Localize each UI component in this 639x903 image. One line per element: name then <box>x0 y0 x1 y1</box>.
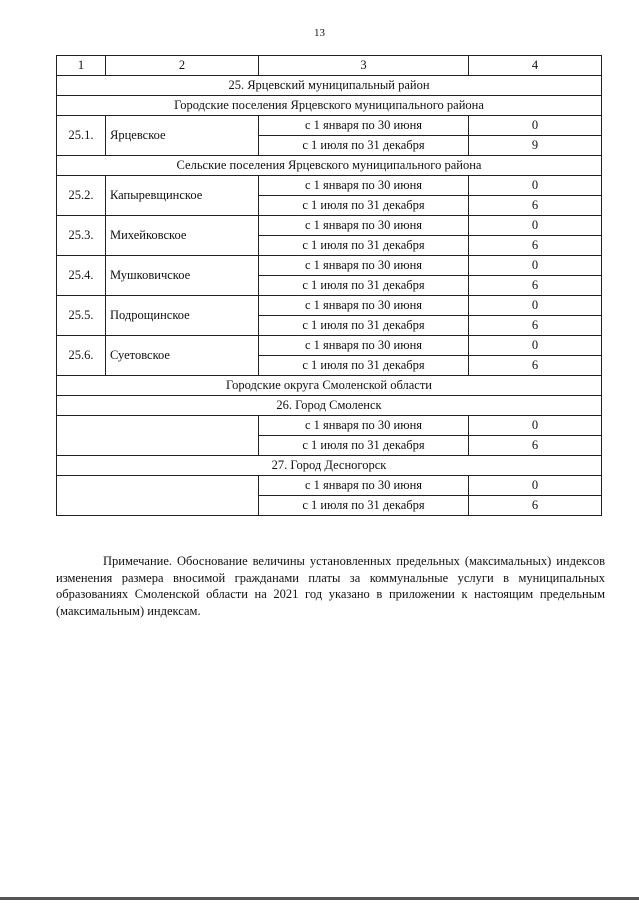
settlement-number: 25.2. <box>57 176 106 216</box>
table-row <box>57 336 602 356</box>
period-cell: с 1 июля по 31 декабря <box>259 236 469 256</box>
period-cell: с 1 января по 30 июня <box>259 216 469 236</box>
header-col-3: 3 <box>259 56 469 76</box>
index-value: 0 <box>469 216 602 236</box>
page-bottom-edge <box>0 897 639 900</box>
table-row <box>57 416 602 436</box>
section-row <box>57 456 602 476</box>
index-value: 0 <box>469 336 602 356</box>
period-cell: с 1 июля по 31 декабря <box>259 436 469 456</box>
period-cell: с 1 января по 30 июня <box>259 256 469 276</box>
settlement-name: Капыревщинское <box>106 176 259 216</box>
page-number: 13 <box>314 27 325 39</box>
city-districts-title: Городские округа Смоленской области <box>57 376 602 396</box>
period-cell: с 1 июля по 31 декабря <box>259 316 469 336</box>
period-cell: с 1 июля по 31 декабря <box>259 496 469 516</box>
rural-settlements-title: Сельские поселения Ярцевского муниципального района <box>57 156 602 176</box>
table-row <box>57 256 602 276</box>
index-value: 9 <box>469 136 602 156</box>
note-text: Примечание. Обоснование величины установленных предельных (максимальных) индексов изменения размера вносимой гражданами платы за коммунальные услуги в муниципальных образованиях Смоленской области на 2021 год указано в приложении к настоящим предельным (максимальным) индексам. <box>56 554 605 618</box>
header-col-2: 2 <box>106 56 259 76</box>
index-value: 0 <box>469 256 602 276</box>
table-row <box>57 116 602 136</box>
settlement-number: 25.6. <box>57 336 106 376</box>
section-row <box>57 76 602 96</box>
period-cell: с 1 января по 30 июня <box>259 476 469 496</box>
desnogorsk-title: 27. Город Десногорск <box>57 456 602 476</box>
section-row <box>57 376 602 396</box>
urban-settlements-title: Городские поселения Ярцевского муниципального района <box>57 96 602 116</box>
settlement-name: Михейковское <box>106 216 259 256</box>
settlement-name: Ярцевское <box>106 116 259 156</box>
section-row <box>57 156 602 176</box>
index-value: 6 <box>469 276 602 296</box>
district-title: 25. Ярцевский муниципальный район <box>57 76 602 96</box>
section-row <box>57 96 602 116</box>
header-col-4: 4 <box>469 56 602 76</box>
header-col-1: 1 <box>57 56 106 76</box>
index-value: 6 <box>469 436 602 456</box>
index-value: 6 <box>469 236 602 256</box>
index-value: 6 <box>469 356 602 376</box>
settlement-name: Подрощинское <box>106 296 259 336</box>
settlement-number: 25.1. <box>57 116 106 156</box>
table-row <box>57 296 602 316</box>
section-row <box>57 396 602 416</box>
period-cell: с 1 июля по 31 декабря <box>259 136 469 156</box>
table-row <box>57 176 602 196</box>
settlement-number: 25.5. <box>57 296 106 336</box>
index-value: 0 <box>469 416 602 436</box>
indices-table <box>56 55 602 516</box>
period-cell: с 1 января по 30 июня <box>259 336 469 356</box>
period-cell: с 1 июля по 31 декабря <box>259 356 469 376</box>
period-cell: с 1 января по 30 июня <box>259 116 469 136</box>
index-value: 6 <box>469 496 602 516</box>
period-cell: с 1 января по 30 июня <box>259 176 469 196</box>
note <box>56 553 605 619</box>
period-cell: с 1 января по 30 июня <box>259 296 469 316</box>
table-row <box>57 476 602 496</box>
period-cell: с 1 июля по 31 декабря <box>259 196 469 216</box>
index-value: 0 <box>469 116 602 136</box>
period-cell: с 1 июля по 31 декабря <box>259 276 469 296</box>
index-value: 0 <box>469 296 602 316</box>
period-cell: с 1 января по 30 июня <box>259 416 469 436</box>
settlement-number: 25.4. <box>57 256 106 296</box>
settlement-name: Мушковичское <box>106 256 259 296</box>
settlement-name: Суетовское <box>106 336 259 376</box>
settlement-number: 25.3. <box>57 216 106 256</box>
index-value: 0 <box>469 176 602 196</box>
index-value: 6 <box>469 196 602 216</box>
index-value: 6 <box>469 316 602 336</box>
empty-cell <box>57 476 259 516</box>
table-row <box>57 216 602 236</box>
index-value: 0 <box>469 476 602 496</box>
empty-cell <box>57 416 259 456</box>
header-row <box>57 56 602 76</box>
smolensk-title: 26. Город Смоленск <box>57 396 602 416</box>
